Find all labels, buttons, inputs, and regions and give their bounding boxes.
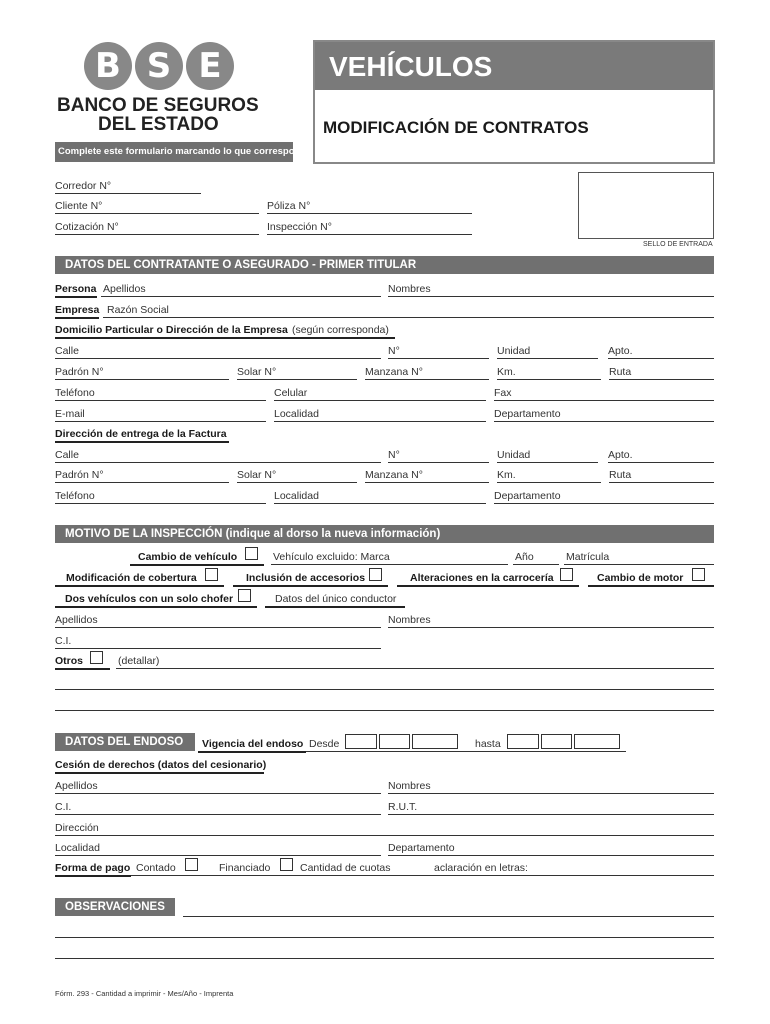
- logo-letter-s: S: [135, 42, 183, 90]
- hasta-anio-box[interactable]: [574, 734, 620, 749]
- cesionario-nombres-label: Nombres: [388, 780, 431, 792]
- header-box: [313, 40, 715, 164]
- ruta-label: Ruta: [609, 366, 632, 378]
- solar-label: Solar N°: [237, 366, 277, 378]
- inspeccion-field[interactable]: [267, 234, 472, 235]
- vigencia-line: [306, 751, 626, 752]
- email-label: E-mail: [55, 408, 85, 420]
- conductor-apellidos-field[interactable]: [55, 627, 381, 628]
- cotizacion-label: Cotización N°: [55, 221, 119, 233]
- observaciones-line-3[interactable]: [55, 958, 714, 959]
- vehiculo-excluido-field[interactable]: [271, 564, 508, 565]
- cesionario-rut-field[interactable]: [388, 814, 714, 815]
- fax-label: Fax: [494, 387, 512, 399]
- cesion-label: Cesión de derechos (datos del cesionario): [55, 759, 267, 771]
- cesionario-apellidos-field[interactable]: [55, 793, 381, 794]
- entrega-calle-label: Calle: [55, 449, 79, 461]
- persona-apellidos-field[interactable]: [101, 296, 381, 297]
- entrega-telefono-label: Teléfono: [55, 490, 95, 502]
- entrega-unidad-label: Unidad: [497, 449, 531, 461]
- financiado-checkbox[interactable]: [280, 858, 293, 871]
- persona-underline: [55, 296, 97, 298]
- cesionario-direccion-label: Dirección: [55, 822, 99, 834]
- cesionario-departamento-field[interactable]: [388, 855, 714, 856]
- cambio-motor-checkbox[interactable]: [692, 568, 705, 581]
- section-motivo-header: MOTIVO DE LA INSPECCIÓN (indique al dorso la nueva información): [55, 525, 714, 543]
- solar-field[interactable]: [237, 379, 357, 380]
- cesionario-ci-label: C.I.: [55, 801, 72, 813]
- entrega-padron-field[interactable]: [55, 482, 229, 483]
- numero-label: N°: [388, 345, 400, 357]
- conductor-nombres-field[interactable]: [388, 627, 714, 628]
- inclusion-accesorios-checkbox[interactable]: [369, 568, 382, 581]
- conductor-apellidos-label: Apellidos: [55, 614, 98, 626]
- entrega-km-field[interactable]: [497, 482, 601, 483]
- otros-underline: [55, 668, 110, 670]
- observaciones-line-1[interactable]: [183, 916, 714, 917]
- section-endoso-header: DATOS DEL ENDOSO: [55, 733, 195, 751]
- otros-checkbox[interactable]: [90, 651, 103, 664]
- poliza-label: Póliza N°: [267, 200, 311, 212]
- fax-field[interactable]: [494, 400, 714, 401]
- localidad-label: Localidad: [274, 408, 319, 420]
- contado-checkbox[interactable]: [185, 858, 198, 871]
- cesionario-departamento-label: Departamento: [388, 842, 455, 854]
- datos-conductor-label: Datos del único conductor: [275, 593, 397, 605]
- entrega-padron-label: Padrón N°: [55, 469, 104, 481]
- telefono-label: Teléfono: [55, 387, 95, 399]
- entrega-ruta-label: Ruta: [609, 469, 632, 481]
- hasta-label: hasta: [475, 738, 501, 750]
- entrega-solar-field[interactable]: [237, 482, 357, 483]
- unidad-label: Unidad: [497, 345, 531, 357]
- celular-field[interactable]: [274, 400, 486, 401]
- entrega-telefono-field[interactable]: [55, 503, 266, 504]
- alteraciones-carroceria-label: Alteraciones en la carrocería: [410, 572, 554, 584]
- cliente-label: Cliente N°: [55, 200, 103, 212]
- corredor-field[interactable]: [55, 193, 201, 194]
- cantidad-cuotas-label: Cantidad de cuotas: [300, 862, 391, 874]
- domicilio-underline: [55, 337, 395, 339]
- entrega-departamento-field[interactable]: [494, 503, 714, 504]
- entrega-calle-field[interactable]: [55, 462, 381, 463]
- telefono-field[interactable]: [55, 400, 266, 401]
- matricula-label: Matrícula: [566, 551, 610, 563]
- localidad-field[interactable]: [274, 421, 486, 422]
- entrega-numero-label: N°: [388, 449, 400, 461]
- cesion-underline: [55, 772, 264, 774]
- cambio-vehiculo-underline: [130, 564, 264, 566]
- section-contratante-header: DATOS DEL CONTRATANTE O ASEGURADO - PRIMER TITULAR: [55, 256, 714, 274]
- sello-box: [578, 172, 714, 239]
- corredor-label: Corredor N°: [55, 180, 112, 192]
- entrega-factura-label: Dirección de entrega de la Factura: [55, 428, 227, 440]
- section-observaciones-header: OBSERVACIONES: [55, 898, 175, 916]
- dos-vehiculos-checkbox[interactable]: [238, 589, 251, 602]
- mod-cobertura-checkbox[interactable]: [205, 568, 218, 581]
- unidad-field[interactable]: [497, 358, 598, 359]
- desde-mes-box[interactable]: [379, 734, 410, 749]
- cambio-motor-underline: [588, 585, 714, 587]
- detallar-label: (detallar): [118, 655, 160, 667]
- persona-nombres-label: Nombres: [388, 283, 431, 295]
- razon-social-label: Razón Social: [107, 304, 169, 316]
- forma-pago-label: Forma de pago: [55, 862, 131, 874]
- numero-field[interactable]: [388, 358, 489, 359]
- entrega-factura-underline: [55, 441, 229, 443]
- otros-detalle-field[interactable]: [116, 668, 714, 669]
- logo-line2: DEL ESTADO: [98, 114, 219, 135]
- entrega-apto-field[interactable]: [608, 462, 714, 463]
- entrega-unidad-field[interactable]: [497, 462, 598, 463]
- mod-cobertura-underline: [55, 585, 224, 587]
- cesionario-rut-label: R.U.T.: [388, 801, 418, 813]
- domicilio-note: (según corresponda): [292, 324, 389, 336]
- conductor-ci-field[interactable]: [55, 648, 381, 649]
- otros-detalle-line-2[interactable]: [55, 689, 714, 690]
- sello-label: SELLO DE ENTRADA: [643, 241, 713, 248]
- domicilio-label: Domicilio Particular o Dirección de la Empresa: [55, 324, 288, 336]
- entrega-km-label: Km.: [497, 469, 516, 481]
- desde-anio-box[interactable]: [412, 734, 458, 749]
- entrega-solar-label: Solar N°: [237, 469, 277, 481]
- otros-detalle-line-3[interactable]: [55, 710, 714, 711]
- departamento-label: Departamento: [494, 408, 561, 420]
- empresa-underline: [55, 317, 99, 319]
- entrega-departamento-label: Departamento: [494, 490, 561, 502]
- manzana-field[interactable]: [365, 379, 489, 380]
- persona-label: Persona: [55, 283, 97, 295]
- desde-dia-box[interactable]: [345, 734, 377, 749]
- alteraciones-underline: [397, 585, 579, 587]
- km-label: Km.: [497, 366, 516, 378]
- calle-label: Calle: [55, 345, 79, 357]
- manzana-label: Manzana N°: [365, 366, 423, 378]
- mod-cobertura-label: Modificación de cobertura: [66, 572, 197, 584]
- aclaracion-label: aclaración en letras:: [434, 862, 528, 874]
- poliza-field[interactable]: [267, 213, 472, 214]
- conductor-ci-label: C.I.: [55, 635, 72, 647]
- apto-field[interactable]: [608, 358, 714, 359]
- entrega-manzana-label: Manzana N°: [365, 469, 423, 481]
- alteraciones-carroceria-checkbox[interactable]: [560, 568, 573, 581]
- padron-field[interactable]: [55, 379, 229, 380]
- logo-line1: BANCO DE SEGUROS: [57, 95, 259, 116]
- cambio-vehiculo-label: Cambio de vehículo: [138, 551, 238, 563]
- hasta-mes-box[interactable]: [541, 734, 572, 749]
- instruction-bar: Complete este formulario marcando lo que corresponda: [55, 142, 293, 162]
- inspeccion-label: Inspección N°: [267, 221, 332, 233]
- form-title: VEHÍCULOS: [315, 42, 713, 90]
- cambio-vehiculo-checkbox[interactable]: [245, 547, 258, 560]
- vigencia-endoso-label: Vigencia del endoso: [202, 738, 304, 750]
- inclusion-accesorios-underline: [233, 585, 388, 587]
- entrega-numero-field[interactable]: [388, 462, 489, 463]
- entrega-localidad-label: Localidad: [274, 490, 319, 502]
- inclusion-accesorios-label: Inclusión de accesorios: [246, 572, 366, 584]
- celular-label: Celular: [274, 387, 308, 399]
- contado-label: Contado: [136, 862, 176, 874]
- forma-pago-underline: [55, 875, 131, 877]
- anio-field[interactable]: [513, 564, 559, 565]
- footer-form-number: Fórm. 293 - Cantidad a imprimir - Mes/Año - Imprenta: [55, 989, 234, 998]
- persona-nombres-field[interactable]: [388, 296, 714, 297]
- observaciones-line-2[interactable]: [55, 937, 714, 938]
- km-field[interactable]: [497, 379, 601, 380]
- datos-conductor-underline: [265, 606, 405, 608]
- ruta-field[interactable]: [609, 379, 714, 380]
- apto-label: Apto.: [608, 345, 633, 357]
- cesionario-localidad-field[interactable]: [55, 855, 381, 856]
- cotizacion-field[interactable]: [55, 234, 259, 235]
- cesionario-ci-field[interactable]: [55, 814, 381, 815]
- cliente-field[interactable]: [55, 213, 259, 214]
- financiado-label: Financiado: [219, 862, 271, 874]
- forma-pago-line[interactable]: [131, 875, 714, 876]
- otros-label: Otros: [55, 655, 84, 667]
- logo-letter-e: E: [186, 42, 234, 90]
- razon-social-field[interactable]: [103, 317, 714, 318]
- cambio-motor-label: Cambio de motor: [597, 572, 684, 584]
- cesionario-localidad-label: Localidad: [55, 842, 100, 854]
- matricula-field[interactable]: [564, 564, 714, 565]
- logo-letter-b: B: [84, 42, 132, 90]
- desde-label: Desde: [309, 738, 340, 750]
- hasta-dia-box[interactable]: [507, 734, 539, 749]
- conductor-nombres-label: Nombres: [388, 614, 431, 626]
- anio-label: Año: [515, 551, 534, 563]
- padron-label: Padrón N°: [55, 366, 104, 378]
- entrega-manzana-field[interactable]: [365, 482, 489, 483]
- vehiculo-excluido-label: Vehículo excluido: Marca: [273, 551, 390, 563]
- calle-field[interactable]: [55, 358, 381, 359]
- persona-apellidos-label: Apellidos: [103, 283, 146, 295]
- departamento-field[interactable]: [494, 421, 714, 422]
- cesionario-apellidos-label: Apellidos: [55, 780, 98, 792]
- empresa-label: Empresa: [55, 304, 100, 316]
- entrega-localidad-field[interactable]: [274, 503, 486, 504]
- dos-vehiculos-label: Dos vehículos con un solo chofer: [65, 593, 234, 605]
- dos-vehiculos-underline: [55, 606, 257, 608]
- entrega-apto-label: Apto.: [608, 449, 633, 461]
- cesionario-nombres-field[interactable]: [388, 793, 714, 794]
- form-subtitle: MODIFICACIÓN DE CONTRATOS: [323, 118, 589, 137]
- vigencia-underline: [198, 751, 306, 753]
- entrega-ruta-field[interactable]: [609, 482, 714, 483]
- email-field[interactable]: [55, 421, 266, 422]
- cesionario-direccion-field[interactable]: [55, 835, 714, 836]
